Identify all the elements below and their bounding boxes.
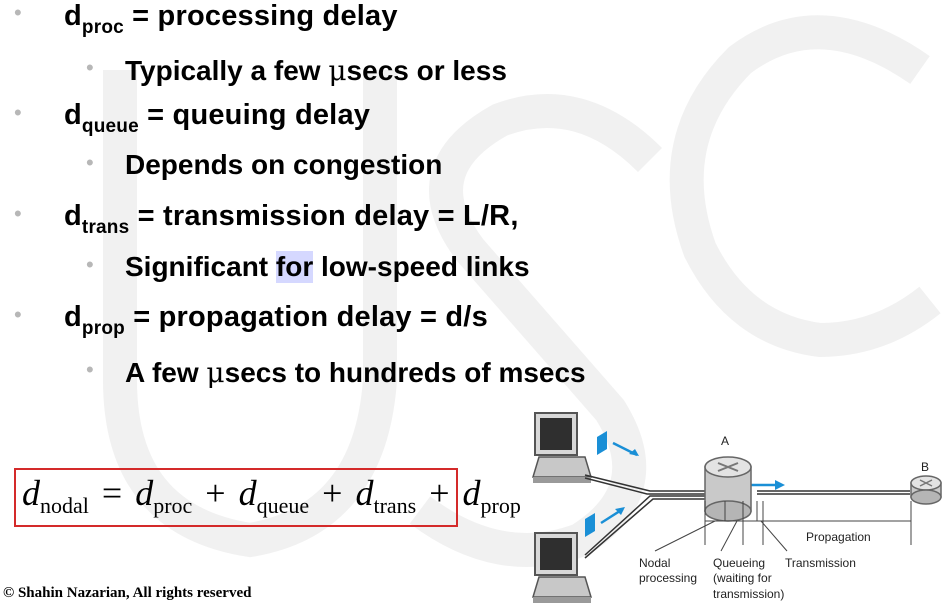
sub-text: secs to hundreds of msecs [224, 357, 586, 388]
bullet-symbol: d [64, 200, 82, 232]
formula-plus: + [429, 473, 450, 513]
computer-icon [533, 413, 591, 483]
formula-sub-proc: proc [153, 493, 193, 518]
bullet-dproc [64, 0, 398, 38]
formula-d: d [462, 473, 481, 513]
sub-bullet-dot: • [86, 55, 94, 80]
bullet-dot: • [14, 100, 22, 125]
sub-text: A few [125, 357, 207, 388]
nodal-delay-formula [22, 472, 521, 518]
bullet-dqueue [64, 99, 371, 137]
bullet-subscript: trans [81, 217, 130, 238]
mu-symbol: μ [206, 356, 225, 389]
bullet-symbol: d [64, 99, 82, 131]
bullet-symbol: d [64, 301, 82, 333]
router-a-icon [705, 457, 751, 521]
bullet-dot: • [14, 0, 22, 25]
bullet-symbol: d [64, 0, 82, 32]
sub-text: low-speed links [313, 251, 530, 282]
router-a-label: A [721, 434, 730, 448]
copyright-text: © Shahin Nazarian, All rights reserved [3, 585, 252, 601]
sub-bullet-proc [125, 54, 507, 87]
queueing-label: (waiting for [713, 571, 772, 585]
sub-bullet-dot: • [86, 357, 94, 382]
computer-icon [533, 533, 591, 603]
nodal-processing-label: processing [639, 571, 698, 585]
mu-symbol: μ [328, 54, 347, 87]
bullet-dot: • [14, 201, 22, 226]
highlighted-word: for [275, 251, 314, 282]
sub-bullet-prop [125, 356, 586, 389]
formula-sub-prop: prop [480, 493, 521, 518]
formula-sub-nodal: nodal [40, 493, 89, 518]
queueing-label: transmission) [713, 587, 785, 601]
bullet-dtrans [64, 200, 519, 238]
bullet-text: = propagation delay = d/s [124, 301, 488, 333]
formula-equals: = [101, 473, 123, 513]
transmission-label: Transmission [785, 556, 856, 570]
sub-bullet-dot: • [86, 252, 94, 277]
formula-d: d [22, 473, 40, 513]
formula-plus: + [322, 473, 343, 513]
sub-bullet-dot: • [86, 150, 94, 175]
formula-sub-trans: trans [373, 493, 417, 518]
bullet-subscript: prop [81, 318, 125, 339]
bullet-dprop [64, 301, 488, 339]
delay-segments [655, 501, 911, 551]
router-b-label: B [921, 460, 930, 474]
sub-text: secs or less [346, 55, 507, 86]
bullet-text: = processing delay [123, 0, 398, 32]
formula-d: d [355, 473, 374, 513]
bullet-text: = transmission delay = L/R, [129, 200, 519, 232]
bullet-subscript: proc [81, 17, 124, 38]
formula-sub-queue: queue [256, 493, 310, 518]
nodal-delay-diagram [525, 405, 944, 606]
sub-text: Significant [125, 251, 276, 282]
formula-d: d [238, 473, 257, 513]
formula-plus: + [205, 473, 226, 513]
formula-d: d [135, 473, 154, 513]
sub-text: Depends on congestion [125, 149, 443, 180]
queueing-label: Queueing [713, 556, 766, 570]
sub-text: Typically a few [125, 55, 329, 86]
propagation-label: Propagation [806, 530, 871, 544]
nodal-processing-label: Nodal [639, 556, 671, 570]
sub-bullet-queue [125, 149, 442, 181]
router-b-icon [911, 476, 941, 504]
bullet-text: = queuing delay [138, 99, 371, 131]
bullet-subscript: queue [81, 116, 139, 137]
bullet-dot: • [14, 302, 22, 327]
sub-bullet-trans [125, 251, 530, 283]
